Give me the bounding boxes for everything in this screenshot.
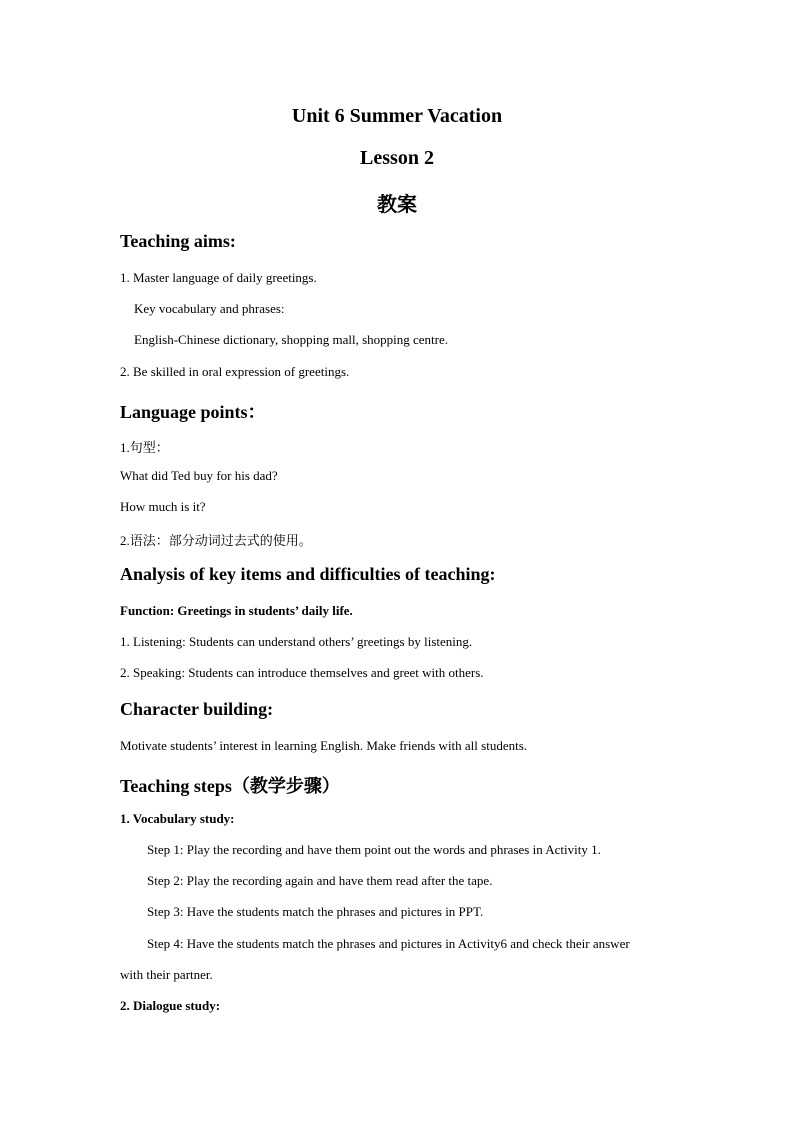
analysis-heading: Analysis of key items and difficulties of teaching: — [120, 564, 496, 584]
function-line: Function: Greetings in students’ daily life. — [120, 603, 353, 618]
vocabulary-study-heading: 1. Vocabulary study: — [120, 811, 235, 826]
teaching-aims-heading: Teaching aims: — [120, 231, 236, 251]
step-1: Step 1: Play the recording and have them point out the words and phrases in Activity 1. — [147, 842, 601, 857]
sentence-1: What did Ted buy for his dad? — [120, 468, 278, 483]
language-point-2: 2.语法：部分动词过去式的使用。 — [120, 533, 312, 548]
unit-title: Unit 6 Summer Vacation — [291, 105, 503, 127]
language-points-heading: Language points： — [120, 402, 266, 422]
teaching-aim-1: 1. Master language of daily greetings. — [120, 270, 317, 285]
analysis-item-1: 1. Listening: Students can understand others’ greetings by listening. — [120, 634, 473, 649]
vocab-list: English-Chinese dictionary, shopping mall, shopping centre. — [134, 332, 448, 347]
teaching-steps-heading: Teaching steps（教学步骤） — [120, 776, 340, 796]
language-point-1: 1.句型： — [120, 440, 169, 455]
lesson-title: Lesson 2 — [360, 147, 434, 169]
step-3: Step 3: Have the students match the phrases and pictures in PPT. — [147, 904, 484, 919]
vocab-label: Key vocabulary and phrases: — [134, 301, 285, 316]
sentence-2: How much is it? — [120, 499, 206, 514]
step-4-line-1: Step 4: Have the students match the phrases and pictures in Activity6 and check their answer — [147, 936, 630, 951]
step-2: Step 2: Play the recording again and have them read after the tape. — [147, 873, 493, 888]
character-building-text: Motivate students’ interest in learning English. Make friends with all students. — [120, 738, 528, 753]
character-building-heading: Character building: — [120, 699, 274, 719]
teaching-aim-2: 2. Be skilled in oral expression of greetings. — [120, 364, 350, 379]
doc-type-title: 教案 — [377, 194, 417, 216]
step-4-line-2: with their partner. — [120, 967, 213, 982]
analysis-item-2: 2. Speaking: Students can introduce themselves and greet with others. — [120, 665, 484, 680]
dialogue-study-heading: 2. Dialogue study: — [120, 998, 221, 1013]
